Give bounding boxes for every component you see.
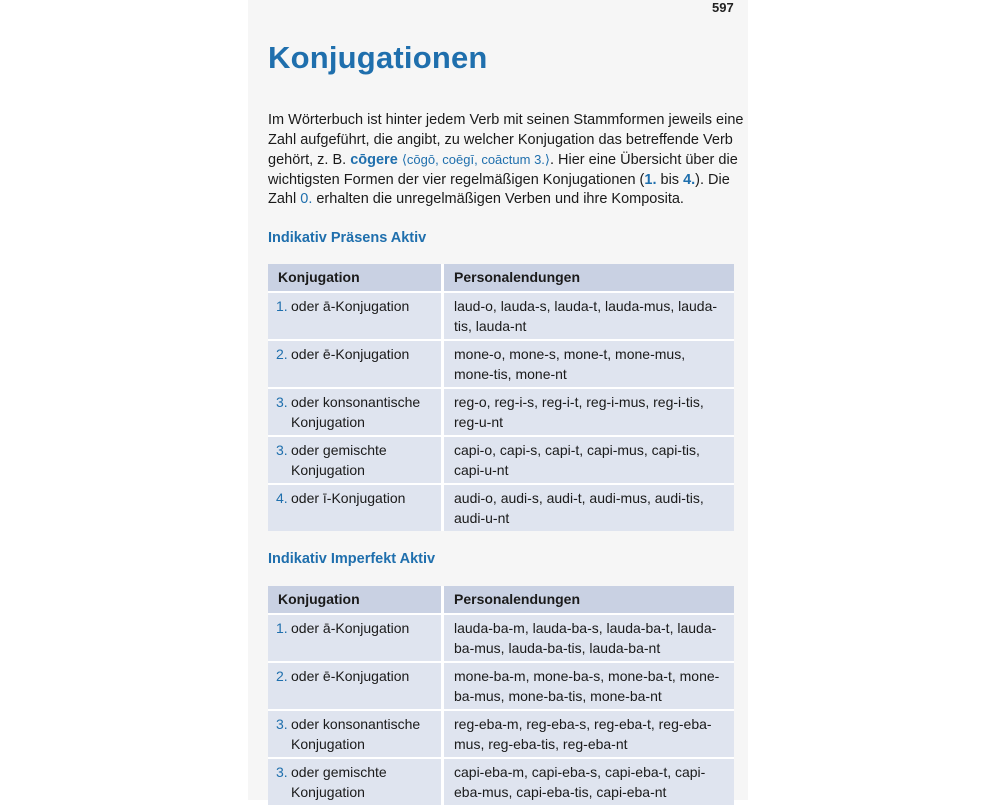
table-row xyxy=(268,483,734,531)
page-title: Konjugationen xyxy=(268,40,488,75)
endings-cell: mone-o, mone-s, mone-t, mone-mus, mone-tis, mone-nt xyxy=(444,339,734,387)
section-heading-imperfekt: Indikativ Imperfekt Aktiv xyxy=(268,551,436,567)
conjugation-name: oder gemischte Konjugation xyxy=(291,764,387,800)
column-header-konjugation: Konjugation xyxy=(268,264,444,291)
conjugation-cell xyxy=(268,339,444,387)
conjugation-number-first: 1. xyxy=(644,171,657,188)
table-row xyxy=(268,339,734,387)
conjugation-number: 3. xyxy=(276,764,288,780)
column-header-personalendungen: Personalendungen xyxy=(444,586,734,613)
example-verb: cōgere xyxy=(350,152,398,168)
conjugation-number: 3. xyxy=(276,442,288,458)
conjugation-name: oder ā-Konjugation xyxy=(291,298,410,314)
endings-cell: reg-eba-m, reg-eba-s, reg-eba-t, reg-eba-mus, reg-eba-tis, reg-eba-nt xyxy=(444,709,734,757)
table-row xyxy=(268,709,734,757)
conjugation-name: oder ī-Konjugation xyxy=(291,490,406,506)
endings-cell: capi-eba-m, capi-eba-s, capi-eba-t, capi-eba-mus, capi-eba-tis, capi-eba-nt xyxy=(444,757,734,805)
conjugation-number: 3. xyxy=(276,394,288,410)
table-row xyxy=(268,291,734,339)
intro-text-a: Im Wörterbuch ist hinter jedem Verb mit seinen Stammformen jeweils eine Zahl aufgeführt, die angibt, zu welcher Konjugation das betreffende Verb gehört, z. B. xyxy=(268,112,744,168)
conjugation-name: oder konsonantische Konjugation xyxy=(291,394,421,430)
conjugation-name: oder ā-Konjugation xyxy=(291,620,410,636)
endings-cell: lauda-ba-m, lauda-ba-s, lauda-ba-t, lauda-ba-mus, lauda-ba-tis, lauda-ba-nt xyxy=(444,613,734,661)
conjugation-number: 1. xyxy=(276,620,288,636)
endings-cell: audi-o, audi-s, audi-t, audi-mus, audi-tis, audi-u-nt xyxy=(444,483,734,531)
table-row xyxy=(268,757,734,805)
table-row xyxy=(268,661,734,709)
table-row xyxy=(268,613,734,661)
intro-text-e: erhalten die unregelmäßigen Verben und ihre Komposita. xyxy=(312,191,684,207)
conjugation-name: oder ē-Konjugation xyxy=(291,346,410,362)
intro-text-d: ). Die Zahl xyxy=(268,171,730,207)
endings-cell: reg-o, reg-i-s, reg-i-t, reg-i-mus, reg-i-tis, reg-u-nt xyxy=(444,387,734,435)
conjugation-name: oder gemischte Konjugation xyxy=(291,442,387,478)
endings-cell: mone-ba-m, mone-ba-s, mone-ba-t, mone-ba-mus, mone-ba-tis, mone-ba-nt xyxy=(444,661,734,709)
conjugation-cell xyxy=(268,661,444,709)
intro-paragraph xyxy=(268,111,750,210)
table-praesens xyxy=(268,264,734,531)
column-header-konjugation: Konjugation xyxy=(268,586,444,613)
page-number: 597 xyxy=(712,0,734,15)
intro-text-c: bis xyxy=(656,171,684,188)
table-row xyxy=(268,387,734,435)
conjugation-cell xyxy=(268,435,444,483)
conjugation-cell xyxy=(268,709,444,757)
table-imperfekt xyxy=(268,586,734,805)
conjugation-cell xyxy=(268,387,444,435)
endings-cell: capi-o, capi-s, capi-t, capi-mus, capi-tis, capi-u-nt xyxy=(444,435,734,483)
conjugation-cell xyxy=(268,483,444,531)
table-header-row xyxy=(268,264,734,291)
table-header-row xyxy=(268,586,734,613)
conjugation-number: 3. xyxy=(276,716,288,732)
conjugation-name: oder ē-Konjugation xyxy=(291,668,410,684)
conjugation-number-zero: 0. xyxy=(300,191,313,207)
conjugation-number: 4. xyxy=(276,490,288,506)
section-heading-praesens: Indikativ Präsens Aktiv xyxy=(268,230,427,246)
endings-cell: laud-o, lauda-s, lauda-t, lauda-mus, lauda-tis, lauda-nt xyxy=(444,291,734,339)
column-header-personalendungen: Personalendungen xyxy=(444,264,734,291)
conjugation-number-last: 4. xyxy=(683,171,696,188)
conjugation-number: 1. xyxy=(276,298,288,314)
conjugation-cell xyxy=(268,757,444,805)
conjugation-number: 2. xyxy=(276,346,288,362)
conjugation-cell xyxy=(268,613,444,661)
conjugation-number: 2. xyxy=(276,668,288,684)
conjugation-name: oder konsonantische Konjugation xyxy=(291,716,421,752)
intro-text-b: . Hier eine Übersicht über die wichtigsten Formen der vier regelmäßigen Konjugationen ( xyxy=(268,152,738,188)
example-stems: ⟨cōgō, coēgī, coāctum 3.⟩ xyxy=(401,152,550,167)
table-row xyxy=(268,435,734,483)
conjugation-cell xyxy=(268,291,444,339)
